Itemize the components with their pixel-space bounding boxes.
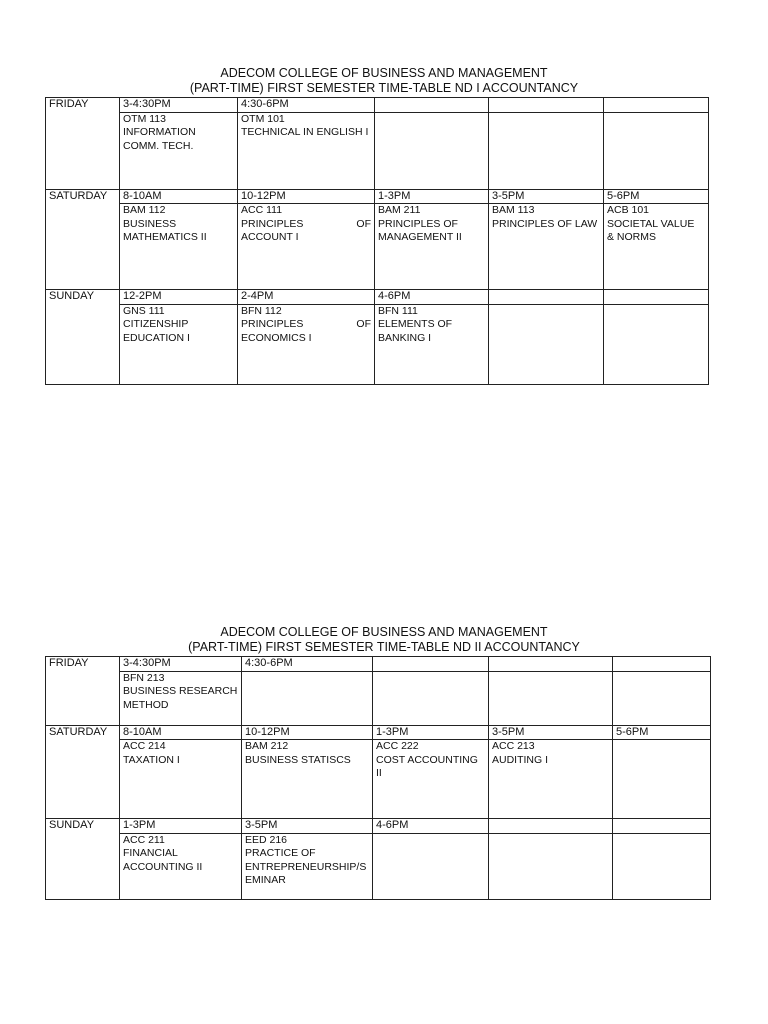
course-cell xyxy=(613,833,711,899)
course-line-part: OF xyxy=(356,318,371,330)
course-title-line: MANAGEMENT II xyxy=(378,231,462,243)
course-cell xyxy=(375,112,489,189)
course-code: BFN 213 xyxy=(123,671,165,684)
course-line-part: PRINCIPLES xyxy=(241,318,304,330)
course-cell xyxy=(489,304,604,384)
timetable-table xyxy=(45,97,709,385)
course-title-line: PRACTICE OF xyxy=(245,847,316,859)
college-name: ADECOM COLLEGE OF BUSINESS AND MANAGEMENT xyxy=(220,66,548,80)
time-slot xyxy=(489,657,613,672)
course-cell xyxy=(120,671,242,725)
course-title-line: MATHEMATICS II xyxy=(123,231,207,243)
time-slot: 5-6PM xyxy=(613,725,711,740)
course-code: BAM 113 xyxy=(492,204,535,216)
course-cell xyxy=(120,112,238,189)
day-label: SUNDAY xyxy=(46,290,120,385)
course-cell xyxy=(489,740,613,819)
course-title-line: COST ACCOUNTING xyxy=(376,753,478,766)
time-row xyxy=(46,98,709,113)
time-slot: 4:30-6PM xyxy=(242,657,373,672)
course-code: BAM 212 xyxy=(245,740,289,752)
course-title-line: BUSINESS STATISCS xyxy=(245,753,351,766)
course-code: OTM 101 xyxy=(241,112,285,125)
time-slot: 3-5PM xyxy=(489,189,604,204)
time-slot xyxy=(489,819,613,834)
day-label: SUNDAY xyxy=(46,819,120,900)
time-slot xyxy=(613,657,711,672)
course-row xyxy=(46,304,709,384)
time-slot: 2-4PM xyxy=(238,290,375,305)
course-title-line: PRINCIPLES OF xyxy=(378,217,458,230)
time-slot: 3-4:30PM xyxy=(120,657,242,672)
time-slot: 3-4:30PM xyxy=(120,98,238,113)
course-row xyxy=(46,671,711,725)
day-label: FRIDAY xyxy=(46,98,120,190)
timetable-title: (PART-TIME) FIRST SEMESTER TIME-TABLE ND II ACCOUNTANCY xyxy=(188,640,580,654)
course-cell xyxy=(238,112,375,189)
course-title-line: TECHNICAL IN ENGLISH I xyxy=(241,126,369,138)
time-slot: 3-5PM xyxy=(242,819,373,834)
course-code: ACC 213 xyxy=(492,740,535,752)
course-title-line: FINANCIAL xyxy=(123,847,178,859)
course-title-line: AUDITING I xyxy=(492,753,549,766)
course-title-line: BUSINESS RESEARCH xyxy=(123,685,238,697)
timetable-heading xyxy=(0,66,768,96)
course-line-part: PRINCIPLES xyxy=(241,217,304,230)
course-title-line: ECONOMICS I xyxy=(241,331,312,344)
course-title-line: SOCIETAL VALUE xyxy=(607,217,695,230)
course-title-line: EMINAR xyxy=(245,874,286,886)
course-code: BAM 112 xyxy=(123,204,166,216)
time-row xyxy=(46,657,711,672)
course-cell xyxy=(120,304,238,384)
time-slot: 3-5PM xyxy=(489,725,613,740)
course-title-line: II xyxy=(376,767,382,779)
course-cell xyxy=(238,204,375,290)
course-cell xyxy=(604,204,709,290)
course-code: ACC 222 xyxy=(376,740,419,752)
time-slot xyxy=(489,98,604,113)
time-slot xyxy=(613,819,711,834)
time-slot: 1-3PM xyxy=(373,725,489,740)
course-cell xyxy=(489,671,613,725)
course-code: BFN 111 xyxy=(378,304,418,317)
course-title-line: BANKING I xyxy=(378,331,432,344)
course-title-line: COMM. TECH. xyxy=(123,139,194,152)
course-cell xyxy=(242,833,373,899)
course-code: ACC 111 xyxy=(241,204,283,216)
course-title-line: BUSINESS xyxy=(123,217,177,230)
time-slot xyxy=(604,98,709,113)
day-label: SATURDAY xyxy=(46,189,120,290)
course-row xyxy=(46,833,711,899)
day-label: FRIDAY xyxy=(46,657,120,726)
time-slot xyxy=(375,98,489,113)
course-title-line: INFORMATION xyxy=(123,126,196,138)
time-slot: 4-6PM xyxy=(375,290,489,305)
course-code: BAM 211 xyxy=(378,204,421,216)
course-cell xyxy=(238,304,375,384)
course-cell xyxy=(375,304,489,384)
course-line xyxy=(241,318,371,332)
time-slot: 8-10AM xyxy=(120,725,242,740)
course-code: ACC 211 xyxy=(123,833,165,846)
course-title-line: EDUCATION I xyxy=(123,331,190,344)
time-slot xyxy=(489,290,604,305)
time-slot: 1-3PM xyxy=(120,819,242,834)
timetable-table xyxy=(45,656,711,900)
course-line xyxy=(241,218,371,232)
time-row xyxy=(46,819,711,834)
course-code: ACB 101 xyxy=(607,204,650,216)
course-title-line: TAXATION I xyxy=(123,753,180,766)
time-slot: 4-6PM xyxy=(373,819,489,834)
time-slot: 10-12PM xyxy=(238,189,375,204)
course-cell xyxy=(373,740,489,819)
time-slot: 8-10AM xyxy=(120,189,238,204)
time-slot: 4:30-6PM xyxy=(238,98,375,113)
course-cell xyxy=(613,671,711,725)
course-cell xyxy=(373,833,489,899)
course-code: OTM 113 xyxy=(123,112,166,125)
course-code: EED 216 xyxy=(245,833,288,846)
course-cell xyxy=(613,740,711,819)
course-title-line: ENTREPRENEURSHIP/S xyxy=(245,860,367,873)
course-title-line: & NORMS xyxy=(607,231,657,243)
course-cell xyxy=(489,833,613,899)
time-slot xyxy=(604,290,709,305)
course-cell xyxy=(604,304,709,384)
course-cell xyxy=(489,204,604,290)
course-cell xyxy=(489,112,604,189)
course-row xyxy=(46,112,709,189)
course-title-line: CITIZENSHIP xyxy=(123,318,189,330)
course-title-line: PRINCIPLES OF LAW xyxy=(492,217,598,230)
time-row xyxy=(46,725,711,740)
time-row xyxy=(46,189,709,204)
course-code: ACC 214 xyxy=(123,740,166,752)
course-title-line: ACCOUNTING II xyxy=(123,860,203,873)
course-title-line: ACCOUNT I xyxy=(241,231,299,243)
course-cell xyxy=(375,204,489,290)
time-slot: 1-3PM xyxy=(375,189,489,204)
course-cell xyxy=(242,671,373,725)
course-code: BFN 112 xyxy=(241,304,282,317)
course-title-line: ELEMENTS OF xyxy=(378,318,453,330)
time-row xyxy=(46,290,709,305)
time-slot: 12-2PM xyxy=(120,290,238,305)
course-cell xyxy=(373,671,489,725)
course-cell xyxy=(120,833,242,899)
course-row xyxy=(46,204,709,290)
course-code: GNS 111 xyxy=(123,304,165,317)
college-name: ADECOM COLLEGE OF BUSINESS AND MANAGEMENT xyxy=(220,625,548,639)
time-slot xyxy=(373,657,489,672)
course-line-part: OF xyxy=(356,217,371,230)
time-slot: 5-6PM xyxy=(604,189,709,204)
timetable-heading xyxy=(0,625,768,655)
course-title-line: METHOD xyxy=(123,698,169,711)
course-cell xyxy=(120,740,242,819)
course-cell xyxy=(120,204,238,290)
time-slot: 10-12PM xyxy=(242,725,373,740)
course-cell xyxy=(604,112,709,189)
timetable-title: (PART-TIME) FIRST SEMESTER TIME-TABLE ND I ACCOUNTANCY xyxy=(189,81,579,95)
day-label: SATURDAY xyxy=(46,725,120,819)
course-cell xyxy=(242,740,373,819)
course-row xyxy=(46,740,711,819)
